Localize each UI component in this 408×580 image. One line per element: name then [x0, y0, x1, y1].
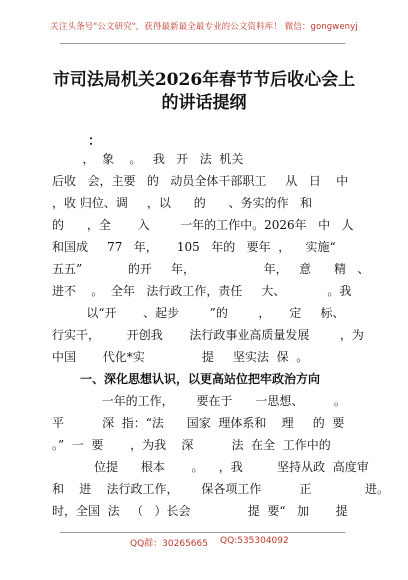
body-line: 和 进 法行政工作， 保各项工作 正 进。: [52, 482, 389, 496]
body-line: 的 ，全 入 一年的工作中。2026年 中 人: [52, 218, 354, 232]
body-line: 后收 会，主要 的 动员全体干部职工 从 日 中: [52, 174, 349, 188]
top-divider: [60, 43, 345, 44]
colon-mark: ：: [88, 134, 102, 149]
document-title-line-2: 的讲话提纲: [161, 93, 247, 113]
body-line: 平 深 指：“法 国家 理体系和 理 的 要: [52, 416, 345, 430]
body-line: 以“开 、起步 ”的 ， 定 标、: [52, 306, 345, 320]
body-line: 五五” 的开 年， 年， 意 精 、: [52, 262, 370, 276]
body-line: 中国 代化*实 提 坚实法 保 。: [52, 350, 309, 364]
body-line: 和国成 77 年， 105 年的 要年 ， 实施“: [52, 240, 336, 254]
section-heading: 一、深化思想认识，以更高站位把牢政治方向: [80, 372, 321, 386]
body-line: 时，全国 法 （ ）长会 提 要“ 加 提: [52, 504, 348, 518]
body-line: ，收 归位、调 ，以 的 、务实的作 和: [52, 196, 313, 210]
top-banner: 关注头条号"公文研究"，获得最新最全最专业的公文资料库！ 微信：gongwenyj: [50, 22, 358, 32]
document-title-line-1: 市司法局机关2026年春节节后收心会上: [52, 70, 356, 90]
footer-qq: QQ:535304092: [220, 536, 289, 546]
bottom-divider: [60, 532, 345, 533]
footer-qq-group: QQ群：30265665: [130, 539, 208, 549]
body-line: 行实干， 开创我 法行政事业高质量发展 ，为: [52, 328, 364, 342]
body-line: 。” 一 要 ，为我 深 法 在全 工作中的: [52, 438, 331, 452]
body-line: 位提 根本 。 ，我 坚持从政 高度审: [52, 460, 369, 474]
body-line: 一年的工作， 要在于 一思想、 。: [52, 394, 346, 408]
body-line: 进不 。 全年 法行政工作，责任 大、 。我: [52, 284, 352, 298]
body-line: ， 象 。 我 开 法 机关: [52, 152, 244, 166]
